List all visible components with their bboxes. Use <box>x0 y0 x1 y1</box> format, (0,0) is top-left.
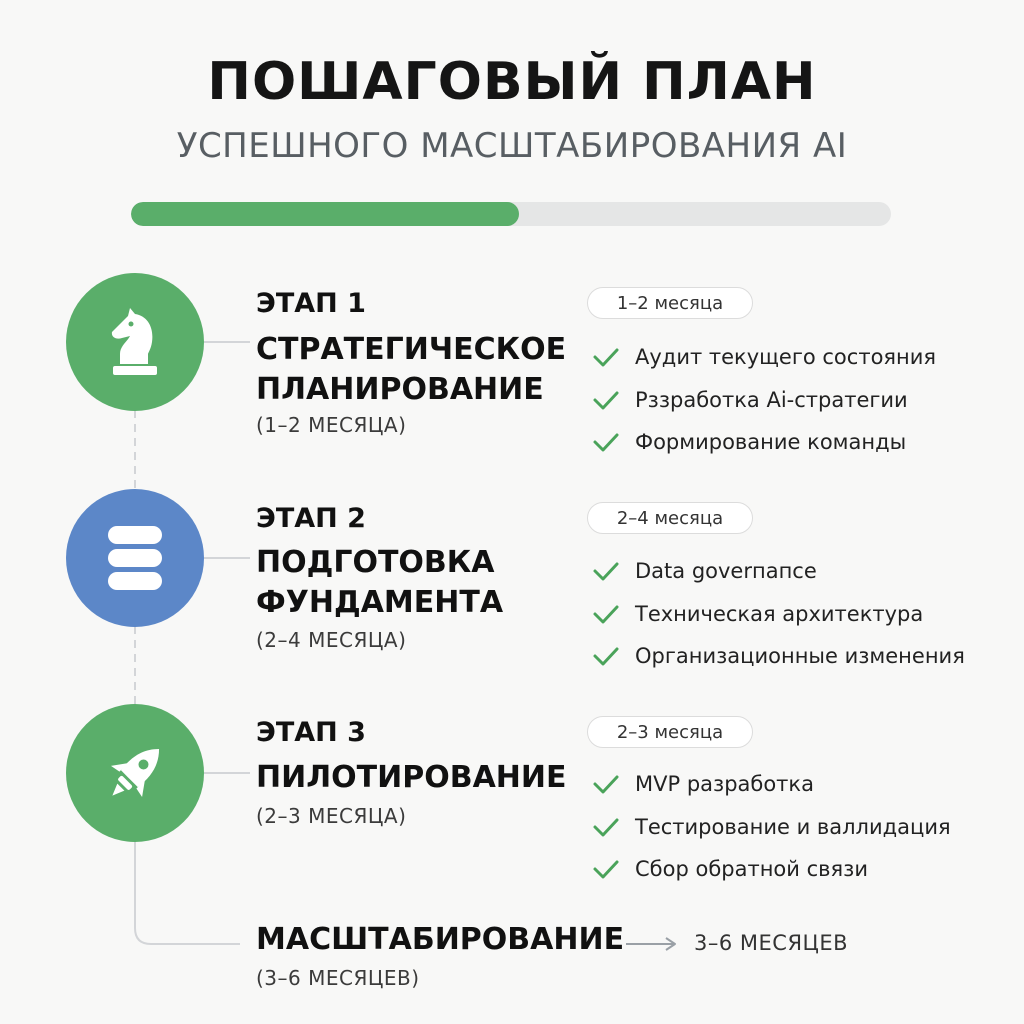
check-item-label: Тестирование и валлидация <box>635 814 951 839</box>
check-icon <box>592 645 620 667</box>
check-icon <box>592 816 620 838</box>
final-stage-duration: (3–6 МЕСЯЦЕВ) <box>256 966 420 990</box>
stage-2-label: ЭТАП 2 <box>256 503 366 534</box>
list-item <box>592 635 965 678</box>
stage-3-checklist <box>592 763 951 891</box>
list-item <box>592 806 951 849</box>
list-item <box>592 336 936 379</box>
check-icon <box>592 603 620 625</box>
stage-2-duration: (2–4 МЕСЯЦА) <box>256 628 407 652</box>
stage-3-name-line1: ПИЛОТИРОВАНИЕ <box>256 760 567 795</box>
check-item-label: Data goverпапсе <box>635 559 817 584</box>
check-icon <box>592 346 620 368</box>
stage-2-checklist <box>592 550 965 678</box>
stage-3-badge: 2–3 месяца <box>587 716 753 748</box>
stage-2-name-line2: ФУНДАМЕНТА <box>256 585 504 620</box>
stage-1-label: ЭТАП 1 <box>256 288 366 319</box>
stage-1-duration: (1–2 МЕСЯЦА) <box>256 413 407 437</box>
check-item-label: MVP разработка <box>635 772 814 797</box>
stage-2-name <box>256 543 576 623</box>
check-item-label: Формирование команды <box>635 430 907 455</box>
check-icon <box>592 773 620 795</box>
stage-2-badge: 2–4 месяца <box>587 502 753 534</box>
check-item-label: Организационные изменения <box>635 644 965 669</box>
stage-1-name-line1: СТРАТЕГИЧЕСКОЕ <box>256 332 567 367</box>
stage-3-circle <box>66 704 204 842</box>
stage-2-name-line1: ПОДГОТОВКА <box>256 545 495 580</box>
check-item-label: Техническая архитектура <box>635 601 924 626</box>
list-item <box>592 550 965 593</box>
list-item <box>592 421 936 464</box>
stage-1-checklist <box>592 336 936 464</box>
check-icon <box>592 858 620 880</box>
list-item <box>592 763 951 806</box>
chess-knight-icon <box>100 302 170 382</box>
final-stage-name: МАСШТАБИРОВАНИЕ <box>256 922 625 957</box>
check-item-label: Рззработка Ai-стратегии <box>635 387 908 412</box>
stage-1-circle <box>66 273 204 411</box>
stage-3-duration: (2–3 МЕСЯЦА) <box>256 804 407 828</box>
page-title: ПОШАГОВЫЙ ПЛАН <box>207 52 817 112</box>
check-icon <box>592 389 620 411</box>
check-icon <box>592 431 620 453</box>
stage-3-label: ЭТАП 3 <box>256 717 366 748</box>
stage-2-circle <box>66 489 204 627</box>
list-item <box>592 379 936 422</box>
stage-1-name-line2: ПЛАНИРОВАНИЕ <box>256 372 544 407</box>
final-stage-time: 3–6 МЕСЯЦЕВ <box>694 931 849 955</box>
stage-1-badge: 1–2 месяца <box>587 287 753 319</box>
page-subtitle: УСПЕШНОГО МАСШТАБИРОВАНИЯ AI <box>176 126 848 166</box>
database-icon <box>104 522 166 594</box>
check-item-label: Сбор обратной связи <box>635 857 868 882</box>
check-icon <box>592 560 620 582</box>
arrow-right-icon <box>624 935 680 953</box>
list-item <box>592 593 965 636</box>
stage-1-name <box>256 330 576 410</box>
rocket-icon <box>97 735 173 811</box>
check-item-label: Аудит текущего состояния <box>635 345 937 370</box>
list-item <box>592 848 951 891</box>
stage-3-name <box>256 758 576 798</box>
